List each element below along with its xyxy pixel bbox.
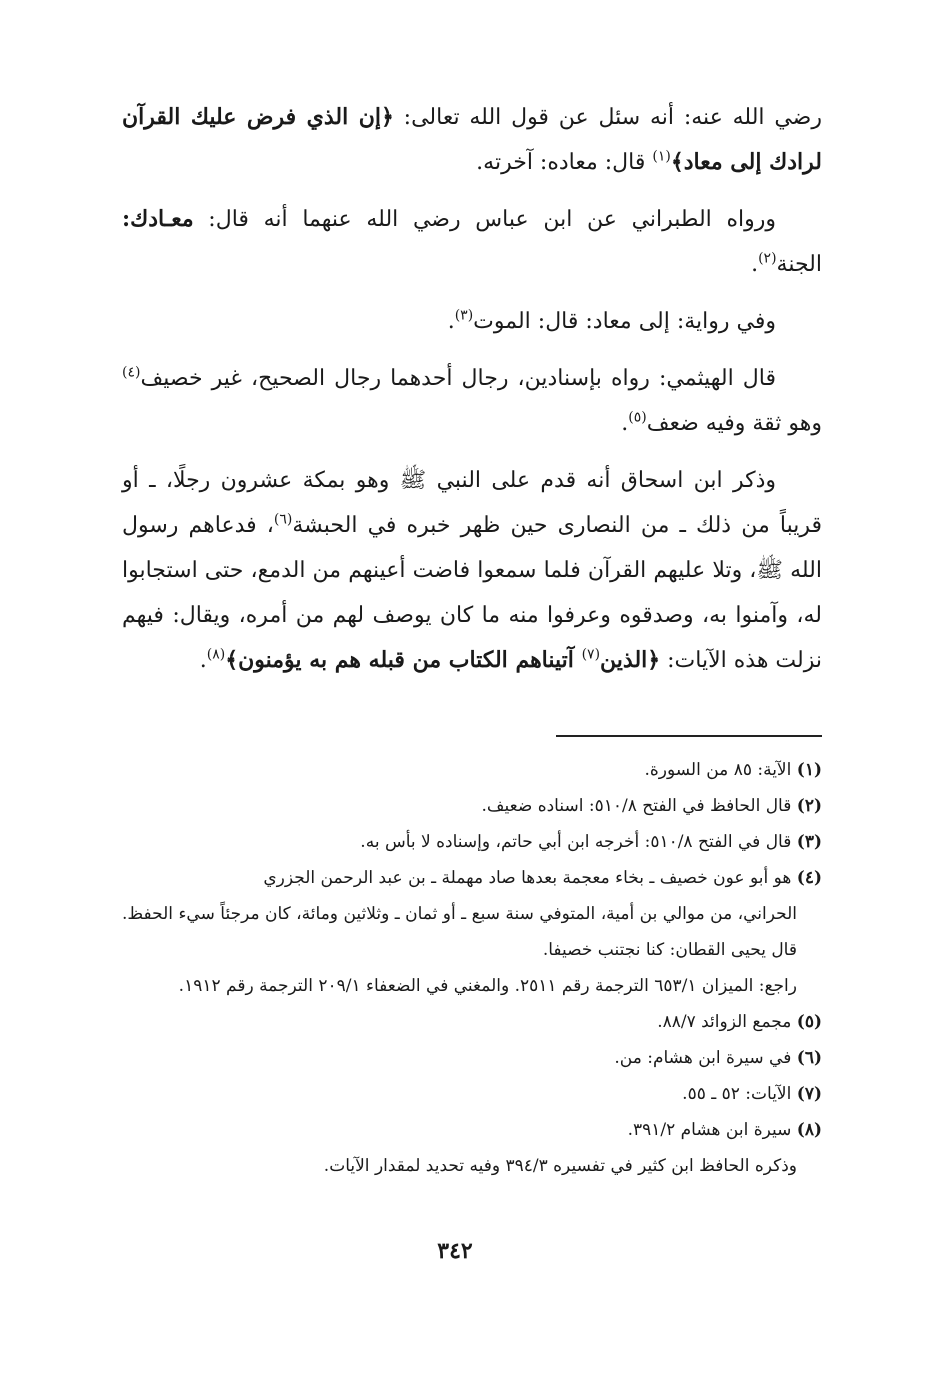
footnote-text: الآيات: ٥٢ ـ ٥٥. xyxy=(682,1084,797,1104)
main-text xyxy=(122,95,822,695)
footnote-number: (٣) xyxy=(796,832,822,852)
text: وهو ثقة وفيه ضعف xyxy=(646,411,822,436)
footnote-number: (٤) xyxy=(796,868,822,888)
footnote-text: هو أبو عون خصيف ـ بخاء معجمة بعدها صاد مهملة ـ بن عبد الرحمن الجزري xyxy=(263,868,797,888)
paragraph-5 xyxy=(122,458,822,683)
footnote-ref: (٥) xyxy=(628,409,647,426)
footnote-text: في سيرة ابن هشام: من. xyxy=(614,1048,797,1068)
quran-open-bracket: ﴿ xyxy=(647,647,661,673)
footnote-4-continued: الحراني، من موالي بن أمية، المتوفي سنة سبع ـ أو ثمان ـ وثلاثين ومائة، كان مرجئاً سيء الحفظ. قال يحيى القطان: كنا نجتنب خصيفا. xyxy=(122,904,797,960)
footnote-1 xyxy=(122,752,822,788)
text: الجنة xyxy=(776,252,822,277)
footnote-4 xyxy=(122,860,822,896)
footnote-ref: (٢) xyxy=(758,250,777,267)
quran-verse: إن الذي فرض عليك القرآن لرادك إلى معاد xyxy=(122,104,822,175)
text: ورواه الطبراني عن ابن عباس رضي الله عنهما أنه قال: xyxy=(193,207,776,232)
footnote-ref: (٧) xyxy=(581,646,601,663)
footnote-number: (٢) xyxy=(796,796,822,816)
text: قال الهيثمي: رواه بإسنادين، رجال أحدهما رجال الصحيح، غير خصيف xyxy=(140,366,776,391)
footnote-5 xyxy=(122,1004,822,1040)
text: قال: معاده: آخرته. xyxy=(476,150,653,175)
paragraph-1 xyxy=(122,95,822,185)
paragraph-4 xyxy=(122,356,822,446)
footnote-ref: (٦) xyxy=(273,511,293,528)
text: وفي رواية: إلى معاد: قال: الموت xyxy=(473,309,776,334)
quran-open-bracket: ﴿ xyxy=(380,104,394,130)
footnote-4-reference: راجع: الميزان ٦٥٣/١ الترجمة رقم ٢٥١١. والمغني في الضعفاء ٢٠٩/١ الترجمة رقم ١٩١٢. xyxy=(178,976,797,996)
text: وذكر ابن اسحاق أنه قدم على النبي ﷺ وهو بمكة عشرون رجلًا، ـ أو قريباً من ذلك ـ من النصارى حين ظهر خبره في الحبشة xyxy=(122,468,822,538)
footnote-text: قال الحافظ في الفتح ٥١٠/٨: اسناده ضعيف. xyxy=(481,796,797,816)
footnote-number: (١) xyxy=(796,760,822,780)
footnote-ref: (٣) xyxy=(454,307,474,324)
footnote-8-continued: وذكره الحافظ ابن كثير في تفسيره ٣٩٤/٣ وفيه تحديد لمقدار الآيات. xyxy=(323,1156,797,1176)
footnote-7 xyxy=(122,1076,822,1112)
footnote-number: (٥) xyxy=(796,1012,822,1032)
footnotes xyxy=(122,752,822,1184)
footnote-3 xyxy=(122,824,822,860)
text: ، فدعاهم رسول الله ﷺ، وتلا عليهم القرآن فلما سمعوا فاضت أعينهم من الدمع، حتى استجابوا له، وآمنوا به، وصدقوه وعرفوا منه ما كان يوصف لهم من أمره، ويقال: فيهم نزلت هذه الآيات: xyxy=(122,513,822,673)
quran-verse: الذين xyxy=(600,647,648,673)
text: . xyxy=(447,309,455,334)
footnote-ref: (١) xyxy=(652,148,671,165)
footnote-text: الآية: ٨٥ من السورة. xyxy=(644,760,797,780)
footnote-ref: (٨) xyxy=(206,646,226,663)
paragraph-2 xyxy=(122,197,822,287)
footnote-ref: (٤) xyxy=(122,364,141,381)
footnote-number: (٧) xyxy=(796,1084,822,1104)
page-number: ٣٤٢ xyxy=(437,1238,473,1264)
quran-close-bracket: ﴾ xyxy=(225,647,239,673)
footnote-separator xyxy=(556,735,822,737)
bold-word: معـادك: xyxy=(122,206,194,232)
text: . xyxy=(199,648,207,673)
footnote-text: مجمع الزوائد ٨٨/٧. xyxy=(657,1012,797,1032)
text: رضي الله عنه: أنه سئل عن قول الله تعالى: xyxy=(393,105,822,130)
footnote-text: قال في الفتح ٥١٠/٨: أخرجه ابن أبي حاتم، وإسناده لا بأس به. xyxy=(360,832,797,852)
quran-verse: آتيناهم الكتاب من قبله هم به يؤمنون xyxy=(238,647,582,673)
footnote-text: سيرة ابن هشام ٣٩١/٢. xyxy=(627,1120,797,1140)
footnote-6 xyxy=(122,1040,822,1076)
quran-close-bracket: ﴾ xyxy=(670,149,684,175)
paragraph-3 xyxy=(122,299,822,344)
footnote-2 xyxy=(122,788,822,824)
footnote-number: (٦) xyxy=(796,1048,822,1068)
text: . xyxy=(621,411,629,436)
footnote-number: (٨) xyxy=(796,1120,822,1140)
text: . xyxy=(751,252,759,277)
footnote-8 xyxy=(122,1112,822,1148)
